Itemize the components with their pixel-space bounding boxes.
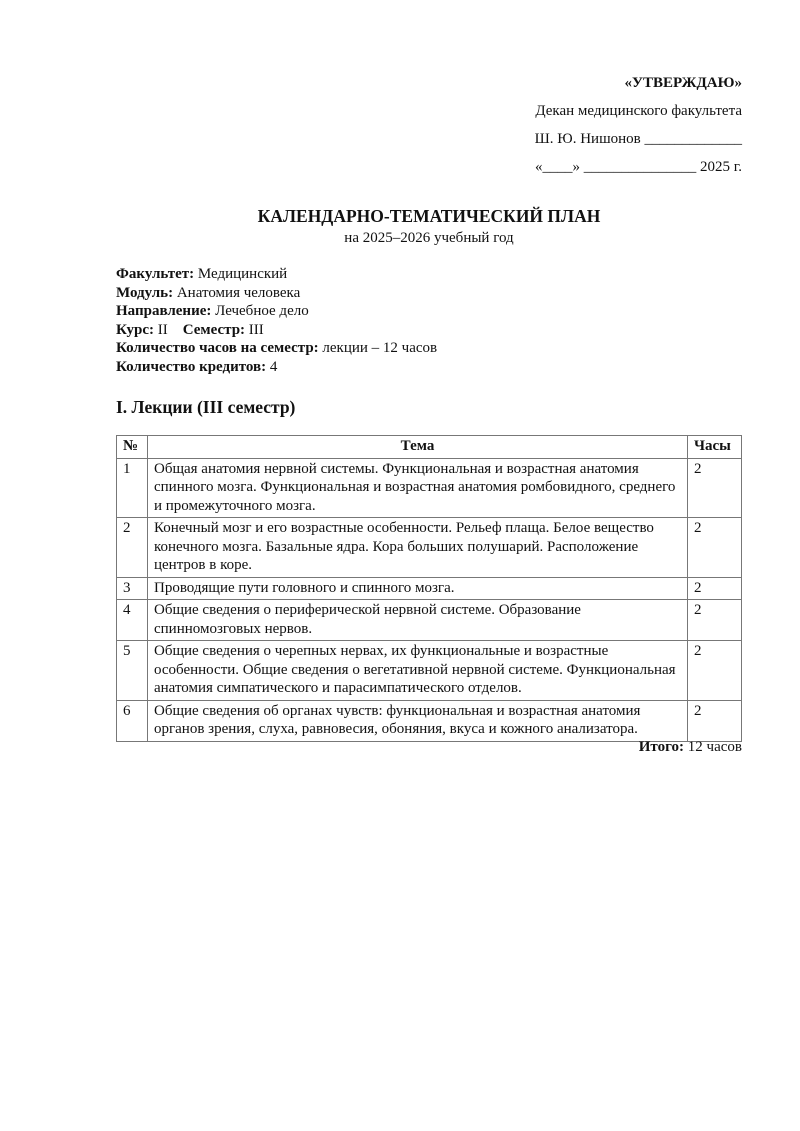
- table-row: [117, 600, 742, 641]
- header-topic: Тема: [147, 436, 687, 459]
- row-topic: Проводящие пути головного и спинного мозга.: [147, 577, 687, 600]
- course-info: [116, 265, 437, 376]
- approval-heading: «УТВЕРЖДАЮ»: [624, 75, 742, 91]
- faculty-value: Медицинский: [197, 266, 288, 282]
- row-num: 3: [117, 577, 148, 600]
- approval-block: [442, 72, 742, 184]
- section-heading: I. Лекции (III семестр): [116, 397, 296, 417]
- row-num: 1: [117, 458, 148, 518]
- header-num: №: [117, 436, 148, 459]
- total-label: Итого:: [638, 739, 685, 755]
- table-row: [117, 518, 742, 578]
- document-title: КАЛЕНДАРНО-ТЕМАТИЧЕСКИЙ ПЛАН: [257, 206, 601, 226]
- approval-signature-line: Ш. Ю. Нишонов _____________: [534, 131, 742, 147]
- row-topic: Общие сведения об органах чувств: функциональная и возрастная анатомия органов зрения, слуха, равновесия, обоняния, вкуса и кожного анализатора.: [147, 700, 687, 741]
- row-hours: 2: [688, 600, 742, 641]
- hours-label: Количество часов на семестр:: [116, 340, 319, 356]
- hours-row: [116, 339, 437, 358]
- semester-label: Семестр:: [182, 321, 246, 338]
- direction-label: Направление:: [116, 303, 212, 319]
- row-hours: 2: [688, 700, 742, 741]
- row-topic: Общие сведения о черепных нервах, их функциональные и возрастные особенности. Общие сведения о вегетативной нервной системе. Функциональная анатомия симпатического и парасимпатического отделов.: [147, 641, 687, 701]
- credits-row: [116, 358, 437, 377]
- header-hours: Часы: [688, 436, 742, 459]
- document-subtitle: на 2025–2026 учебный год: [344, 230, 514, 246]
- credits-label: Количество кредитов:: [116, 358, 267, 375]
- credits-value: 4: [269, 358, 278, 375]
- row-num: 5: [117, 641, 148, 701]
- table-row: [117, 700, 742, 741]
- course-label: Курс:: [116, 321, 154, 338]
- table-row: [117, 641, 742, 701]
- module-label: Модуль:: [116, 284, 174, 301]
- hours-value: лекции – 12 часов: [322, 340, 438, 356]
- table-header-row: [117, 436, 742, 459]
- row-num: 6: [117, 700, 148, 741]
- row-topic: Общая анатомия нервной системы. Функциональная и возрастная анатомия спинного мозга. Функциональная и возрастная анатомия ромбовидного, среднего и промежуточного мозга.: [147, 458, 687, 518]
- direction-row: [116, 302, 437, 321]
- title-block: [0, 203, 800, 247]
- module-row: [116, 284, 437, 303]
- total-value: 12 часов: [687, 739, 742, 755]
- table-row: [117, 577, 742, 600]
- approval-date-line: «____» _______________ 2025 г.: [535, 159, 742, 175]
- table-row: [117, 458, 742, 518]
- row-num: 4: [117, 600, 148, 641]
- row-hours: 2: [688, 641, 742, 701]
- semester-value: III: [248, 321, 264, 338]
- row-hours: 2: [688, 518, 742, 578]
- module-value: Анатомия человека: [176, 284, 301, 301]
- faculty-label: Факультет:: [116, 266, 195, 282]
- row-hours: 2: [688, 458, 742, 518]
- course-semester-row: [116, 321, 437, 340]
- row-topic: Общие сведения о периферической нервной системе. Образование спинномозговых нервов.: [147, 600, 687, 641]
- approval-position: Декан медицинского факультета: [535, 103, 742, 119]
- total-line: [639, 737, 742, 757]
- direction-value: Лечебное дело: [215, 303, 309, 319]
- row-num: 2: [117, 518, 148, 578]
- lecture-table: [116, 435, 742, 742]
- course-value: II: [157, 321, 168, 338]
- row-topic: Конечный мозг и его возрастные особенности. Рельеф плаща. Белое вещество конечного мозга. Базальные ядра. Кора больших полушарий. Расположение центров в коре.: [147, 518, 687, 578]
- row-hours: 2: [688, 577, 742, 600]
- faculty-row: [116, 265, 437, 284]
